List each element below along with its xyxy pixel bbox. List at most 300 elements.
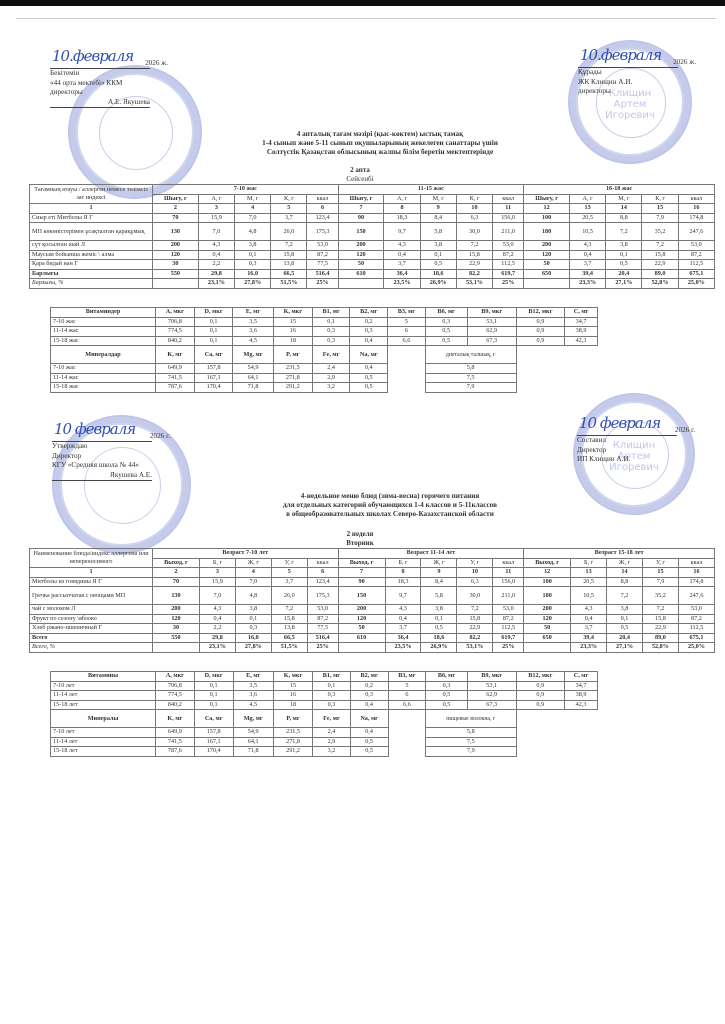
cell-value: 15,8 bbox=[271, 614, 307, 624]
total-value: 36,4 bbox=[384, 269, 420, 279]
total-row bbox=[30, 269, 715, 279]
mineral-value: 170,4 bbox=[194, 383, 233, 393]
vitamin-value: 16 bbox=[273, 327, 312, 337]
cell-value: 7,2 bbox=[271, 605, 307, 615]
percent-value bbox=[524, 643, 571, 653]
cell-value: 0,4 bbox=[569, 250, 605, 260]
fiber-value: 5,8 bbox=[425, 364, 516, 374]
cell-value: 0,1 bbox=[421, 614, 457, 624]
table-row bbox=[30, 614, 715, 624]
total-row bbox=[30, 633, 715, 643]
cell-value: 120 bbox=[524, 614, 571, 624]
cell-value: 70 bbox=[153, 213, 199, 223]
column-header: ккал bbox=[678, 194, 714, 204]
vitamins-header: Витамины bbox=[51, 672, 156, 682]
cell-value: 7,9 bbox=[642, 213, 678, 223]
mineral-value: 167,1 bbox=[194, 737, 233, 747]
cell-value: 50 bbox=[338, 260, 384, 270]
cell-value: 4,3 bbox=[198, 241, 234, 251]
cell-value: 10,5 bbox=[569, 223, 605, 241]
approval-block-right-ru: 10 февраля 2026 г. Составил Директор ИП Клищин А.И. bbox=[577, 414, 695, 463]
percent-value: 25% bbox=[307, 279, 338, 289]
cell-value: 5,8 bbox=[421, 587, 457, 605]
percent-value: 23,5% bbox=[385, 643, 421, 653]
age-label: 7-10 жас bbox=[51, 364, 156, 374]
document-title-kz: 4 апталық тағам мәзірі (қыс-көктем) ыстық тамақ 1-4 сынып және 5-11 сынып оқушыларының жекелеген санаттары үшін Солтүстік Қазақстан облысының жалпы білім беретін мектептерінде bbox=[262, 130, 498, 156]
column-number: 4 bbox=[235, 568, 271, 578]
vitamin-column-header: C, мг bbox=[565, 672, 598, 682]
cell-value: 22,9 bbox=[456, 260, 492, 270]
cell-value: 3,8 bbox=[235, 241, 271, 251]
percent-value bbox=[153, 279, 199, 289]
mineral-column-header: K, мг bbox=[156, 710, 195, 728]
table-row bbox=[30, 223, 715, 241]
percent-value: 25,0% bbox=[678, 643, 714, 653]
column-header: Б, г bbox=[571, 558, 607, 568]
vitamin-value: 0,9 bbox=[516, 691, 565, 701]
vitamin-value: 0,4 bbox=[350, 700, 388, 710]
vitamin-value: 0,9 bbox=[516, 327, 564, 337]
vitamin-value: 0,2 bbox=[350, 681, 388, 691]
cell-value: 0,4 bbox=[198, 250, 234, 260]
cell-value: 0,1 bbox=[235, 250, 271, 260]
fiber-value: 7,5 bbox=[425, 373, 516, 383]
cell-value: 30,0 bbox=[457, 587, 493, 605]
mineral-value: 231,5 bbox=[273, 364, 312, 374]
cell-value: 20,5 bbox=[571, 577, 607, 587]
vitamin-column-header: B9, мкг bbox=[467, 308, 516, 318]
mineral-value: 167,1 bbox=[194, 373, 233, 383]
vitamin-value: 0,1 bbox=[312, 317, 349, 327]
vitamin-value: 16 bbox=[273, 691, 312, 701]
vitamin-value: 774,5 bbox=[156, 327, 195, 337]
cell-value: 22,9 bbox=[457, 624, 493, 634]
vitamin-column-header: B3, мг bbox=[388, 308, 425, 318]
column-header: ккал bbox=[493, 194, 524, 204]
column-header: Шығу, г bbox=[524, 194, 570, 204]
cell-value: 247,6 bbox=[678, 587, 714, 605]
dish-name: Фрукт по сезону \яблоко bbox=[30, 614, 153, 624]
minerals-header: Минералы bbox=[51, 710, 156, 728]
total-value: 89,0 bbox=[642, 633, 678, 643]
cell-value: 15,9 bbox=[198, 213, 234, 223]
table-row bbox=[30, 605, 715, 615]
column-number: 7 bbox=[338, 204, 384, 214]
percent-value: 51,5% bbox=[271, 643, 307, 653]
column-number: 2 bbox=[153, 204, 199, 214]
cell-value: 3,7 bbox=[385, 624, 421, 634]
total-value: 675,1 bbox=[678, 633, 714, 643]
stamp-right-ru: Клищин Артем Игоревич bbox=[573, 393, 695, 515]
vitamin-column-header: B9, мкг bbox=[467, 672, 516, 682]
column-number: 13 bbox=[569, 204, 605, 214]
vitamin-value: 42,3 bbox=[565, 700, 598, 710]
cell-value: 3,8 bbox=[607, 605, 643, 615]
vitamin-column-header: K, мкг bbox=[273, 672, 312, 682]
percent-value: 51,5% bbox=[271, 279, 307, 289]
percent-value: 25% bbox=[493, 279, 524, 289]
cell-value: 0,5 bbox=[606, 260, 642, 270]
vitamin-value: 0,1 bbox=[194, 327, 233, 337]
cell-value: 7,2 bbox=[607, 587, 643, 605]
vitamins-minerals-table-kz bbox=[50, 307, 598, 393]
total-value: 18,6 bbox=[421, 633, 457, 643]
table-row bbox=[30, 250, 715, 260]
cell-value: 3,7 bbox=[384, 260, 420, 270]
mineral-value: 291,2 bbox=[273, 383, 312, 393]
mineral-value: 2,9 bbox=[312, 373, 349, 383]
vitamin-value: 3,6 bbox=[233, 691, 273, 701]
mineral-column-header: K, мг bbox=[156, 346, 195, 364]
cell-value: 3,8 bbox=[235, 605, 271, 615]
vitamin-value: 0,1 bbox=[313, 681, 350, 691]
vitamin-value: 0,5 bbox=[426, 700, 468, 710]
cell-value: 87,2 bbox=[493, 250, 524, 260]
vitamin-column-header: A, мкг bbox=[156, 308, 195, 318]
cell-value: 4,3 bbox=[199, 605, 235, 615]
column-number: 9 bbox=[421, 568, 457, 578]
vitamin-value: 0,1 bbox=[194, 700, 233, 710]
cell-value: 156,0 bbox=[493, 577, 524, 587]
vitamin-value: 34,7 bbox=[565, 317, 598, 327]
vitamin-row bbox=[51, 691, 598, 701]
signature-date: 10 февраля bbox=[579, 414, 661, 432]
vitamin-column-header: B12, мкг bbox=[516, 672, 565, 682]
cell-value: 22,9 bbox=[642, 260, 678, 270]
cell-value: 123,4 bbox=[307, 213, 338, 223]
table-row bbox=[30, 624, 715, 634]
vitamin-value: 34,7 bbox=[565, 681, 598, 691]
mineral-value: 649,9 bbox=[156, 728, 195, 738]
percent-value: 52,8% bbox=[642, 643, 678, 653]
vitamin-value: 4,5 bbox=[233, 700, 273, 710]
vitamin-value: 67,3 bbox=[467, 336, 516, 346]
mineral-value: 0,4 bbox=[350, 364, 388, 374]
day-label-kz: Сейсенбі bbox=[346, 175, 374, 183]
column-number: 1 bbox=[30, 204, 153, 214]
cell-value: 7,2 bbox=[271, 241, 307, 251]
vitamin-column-header: E, мг bbox=[233, 672, 273, 682]
vitamin-value: 3,5 bbox=[233, 681, 273, 691]
cell-value: 15,8 bbox=[457, 614, 493, 624]
cell-value: 30,0 bbox=[456, 223, 492, 241]
cell-value: 4,3 bbox=[571, 605, 607, 615]
cell-value: 3,8 bbox=[606, 241, 642, 251]
vitamin-value: 6 bbox=[388, 327, 425, 337]
total-value: 16,0 bbox=[235, 269, 271, 279]
column-header: Шығу, г bbox=[153, 194, 199, 204]
percent-value: 27,1% bbox=[606, 279, 642, 289]
cell-value: 15,8 bbox=[456, 250, 492, 260]
vitamin-value: 0,9 bbox=[516, 336, 564, 346]
cell-value: 174,8 bbox=[678, 577, 714, 587]
column-number: 16 bbox=[678, 204, 714, 214]
cell-value: 200 bbox=[153, 605, 200, 615]
cell-value: 26,0 bbox=[271, 587, 307, 605]
column-header: ккал bbox=[493, 558, 524, 568]
column-header: М, г bbox=[606, 194, 642, 204]
column-number: 4 bbox=[235, 204, 271, 214]
cell-value: 8,4 bbox=[421, 577, 457, 587]
column-header: К, г bbox=[456, 194, 492, 204]
week-label-ru: 2 неделя bbox=[346, 530, 374, 538]
table-row bbox=[30, 577, 715, 587]
cell-value: 0,5 bbox=[420, 260, 456, 270]
mineral-column-header: Mg, мг bbox=[233, 346, 273, 364]
cell-value: 20,5 bbox=[569, 213, 605, 223]
cell-value: 120 bbox=[153, 614, 200, 624]
vitamin-value: 0,9 bbox=[516, 317, 564, 327]
cell-value: 15,9 bbox=[199, 577, 235, 587]
mineral-column-header: P, мг bbox=[273, 710, 312, 728]
cell-value: 3,7 bbox=[271, 577, 307, 587]
cell-value: 77,5 bbox=[307, 260, 338, 270]
mineral-value: 2,4 bbox=[313, 728, 350, 738]
column-header: Ж, г bbox=[607, 558, 643, 568]
cell-value: 70 bbox=[153, 577, 200, 587]
fiber-value: 7,5 bbox=[426, 737, 516, 747]
mineral-column-header: Na, мг bbox=[350, 346, 388, 364]
cell-value: 200 bbox=[524, 605, 571, 615]
percent-value: 25% bbox=[493, 643, 524, 653]
cell-value: 8,4 bbox=[420, 213, 456, 223]
vitamin-value: 0,9 bbox=[516, 700, 565, 710]
total-value: 66,5 bbox=[271, 633, 307, 643]
cell-value: 87,2 bbox=[493, 614, 524, 624]
mineral-value: 157,8 bbox=[194, 364, 233, 374]
percent-value bbox=[153, 643, 200, 653]
table-row bbox=[30, 241, 715, 251]
cell-value: 0,3 bbox=[235, 624, 271, 634]
cell-value: 53,0 bbox=[678, 241, 714, 251]
percent-value bbox=[524, 279, 570, 289]
column-header: Выход, г bbox=[338, 558, 385, 568]
mineral-column-header: Ca, мг bbox=[194, 346, 233, 364]
mineral-value: 231,5 bbox=[273, 728, 312, 738]
cell-value: 9,7 bbox=[384, 223, 420, 241]
percent-value bbox=[338, 643, 385, 653]
percent-value: 27,8% bbox=[235, 643, 271, 653]
percent-label: Барлығы, % bbox=[30, 279, 153, 289]
vitamin-value: 840,2 bbox=[156, 336, 195, 346]
dish-name: МП көкөністерімен ұсақталған қарақұмық bbox=[30, 223, 153, 241]
total-value: 20,4 bbox=[606, 269, 642, 279]
vitamin-value: 0,5 bbox=[426, 691, 468, 701]
cell-value: 35,2 bbox=[642, 223, 678, 241]
cell-value: 30 bbox=[153, 260, 199, 270]
vitamin-value: 53,1 bbox=[467, 317, 516, 327]
vitamin-column-header: B6, мг bbox=[425, 308, 467, 318]
mineral-row bbox=[51, 383, 598, 393]
column-header: ккал bbox=[678, 558, 714, 568]
age-label: 11-14 жас bbox=[51, 373, 156, 383]
cell-value: 4,8 bbox=[235, 587, 271, 605]
mineral-column-header: Fe, мг bbox=[313, 710, 350, 728]
cell-value: 0,1 bbox=[420, 250, 456, 260]
cell-value: 120 bbox=[338, 614, 385, 624]
vitamin-value: 3,6 bbox=[233, 327, 273, 337]
age-label: 11-14 жас bbox=[51, 327, 156, 337]
cell-value: 53,0 bbox=[493, 241, 524, 251]
total-value: 610 bbox=[338, 633, 385, 643]
cell-value: 100 bbox=[524, 213, 570, 223]
mineral-value: 291,2 bbox=[273, 747, 312, 757]
column-number: 3 bbox=[199, 568, 235, 578]
column-header: М, г bbox=[235, 194, 271, 204]
total-value: 619,7 bbox=[493, 633, 524, 643]
cell-value: 4,3 bbox=[569, 241, 605, 251]
mineral-value: 64,1 bbox=[233, 373, 273, 383]
cell-value: 5,8 bbox=[420, 223, 456, 241]
vitamin-column-header: D, мкг bbox=[194, 308, 233, 318]
mineral-row bbox=[51, 737, 598, 747]
vitamin-row bbox=[51, 336, 598, 346]
vitamin-column-header: B12, мкг bbox=[516, 308, 564, 318]
dish-name: Маусым бойынша жеміс \ алма bbox=[30, 250, 153, 260]
column-header: Ж, г bbox=[235, 558, 271, 568]
vitamin-value: 67,3 bbox=[467, 700, 516, 710]
column-number: 5 bbox=[271, 204, 307, 214]
column-number: 11 bbox=[493, 568, 524, 578]
approval-block-left-ru: 10 февраля 2026 г. Утверждаю Директор КГУ «Средняя школа № 44» Якушева А.Е. bbox=[52, 420, 170, 479]
cell-value: 0,4 bbox=[384, 250, 420, 260]
dish-name: Сиыр еті Митболы Я Г bbox=[30, 213, 153, 223]
cell-value: 4,3 bbox=[385, 605, 421, 615]
cell-value: 0,5 bbox=[421, 624, 457, 634]
cell-value: 120 bbox=[338, 250, 384, 260]
cell-value: 35,2 bbox=[642, 587, 678, 605]
column-number: 3 bbox=[198, 204, 234, 214]
percent-value: 23,5% bbox=[384, 279, 420, 289]
cell-value: 247,6 bbox=[678, 223, 714, 241]
column-header: ккал bbox=[307, 194, 338, 204]
approval-block-left-kz: 10.февраля 2026 ж. Бекітемін «44 орта мектебі» ККМ директоры А.Е. Якушева bbox=[50, 47, 168, 106]
cell-value: 3,8 bbox=[421, 605, 457, 615]
vitamin-value: 0,1 bbox=[194, 691, 233, 701]
cell-value: 8,8 bbox=[607, 577, 643, 587]
column-number: 5 bbox=[271, 568, 307, 578]
mineral-value: 0,5 bbox=[350, 383, 388, 393]
vitamins-minerals-table-ru bbox=[50, 671, 598, 757]
vitamin-value: 706,8 bbox=[156, 317, 195, 327]
vitamin-column-header: B2, мг bbox=[350, 308, 388, 318]
vitamin-row bbox=[51, 700, 598, 710]
vitamin-column-header: A, мкг bbox=[156, 672, 195, 682]
column-number: 7 bbox=[338, 568, 385, 578]
percent-label: Всего, % bbox=[30, 643, 153, 653]
mineral-value: 0,5 bbox=[350, 373, 388, 383]
cell-value: 130 bbox=[153, 587, 200, 605]
age-group-header: 16-18 жас bbox=[524, 185, 715, 195]
mineral-row bbox=[51, 747, 598, 757]
cell-value: 2,2 bbox=[198, 260, 234, 270]
total-value: 18,6 bbox=[420, 269, 456, 279]
cell-value: 4,8 bbox=[235, 223, 271, 241]
column-number: 13 bbox=[571, 568, 607, 578]
week-label-kz: 2 апта bbox=[350, 166, 370, 174]
total-value: 675,1 bbox=[678, 269, 714, 279]
mineral-value: 170,4 bbox=[194, 747, 233, 757]
cell-value: 13,8 bbox=[271, 624, 307, 634]
cell-value: 0,3 bbox=[235, 260, 271, 270]
total-value: 516,4 bbox=[307, 633, 338, 643]
percent-row bbox=[30, 643, 715, 653]
cell-value: 7,2 bbox=[456, 241, 492, 251]
cell-value: 4,3 bbox=[384, 241, 420, 251]
age-label: 11-14 лет bbox=[51, 691, 156, 701]
vitamin-value: 0,5 bbox=[425, 336, 467, 346]
cell-value: 7,2 bbox=[642, 605, 678, 615]
cell-value: 7,9 bbox=[642, 577, 678, 587]
cell-value: 7,2 bbox=[457, 605, 493, 615]
cell-value: 30 bbox=[153, 624, 200, 634]
column-header: ккал bbox=[307, 558, 338, 568]
column-number: 16 bbox=[678, 568, 714, 578]
cell-value: 53,0 bbox=[678, 605, 714, 615]
column-header: Ж, г bbox=[421, 558, 457, 568]
cell-value: 130 bbox=[153, 223, 199, 241]
column-number: 9 bbox=[420, 204, 456, 214]
vitamin-value: 0,3 bbox=[350, 327, 388, 337]
cell-value: 200 bbox=[153, 241, 199, 251]
total-value: 650 bbox=[524, 269, 570, 279]
percent-value: 23,3% bbox=[569, 279, 605, 289]
fiber-value: 7,9 bbox=[426, 747, 516, 757]
menu-table-kz bbox=[29, 184, 715, 289]
vitamin-value: 0,2 bbox=[350, 317, 388, 327]
age-group-header: 7-10 жас bbox=[153, 185, 339, 195]
cell-value: 53,0 bbox=[307, 241, 338, 251]
cell-value: 26,0 bbox=[271, 223, 307, 241]
mineral-value: 71,8 bbox=[233, 383, 273, 393]
column-number: 8 bbox=[385, 568, 421, 578]
signature-date: 10 февраля bbox=[54, 420, 136, 438]
dish-name: Митболы из говядины Я Г bbox=[30, 577, 153, 587]
dish-name: Гречка рассыпчатая с овощами МП bbox=[30, 587, 153, 605]
cell-value: 53,0 bbox=[307, 605, 338, 615]
cell-value: 174,8 bbox=[678, 213, 714, 223]
percent-value: 27,1% bbox=[607, 643, 643, 653]
vitamin-value: 0,1 bbox=[194, 681, 233, 691]
cell-value: 3,7 bbox=[571, 624, 607, 634]
mineral-row bbox=[51, 728, 598, 738]
cell-value: 0,1 bbox=[606, 250, 642, 260]
cell-value: 0,4 bbox=[571, 614, 607, 624]
column-number: 6 bbox=[307, 568, 338, 578]
dish-name: Қара бидай нан Г bbox=[30, 260, 153, 270]
mineral-value: 54,9 bbox=[233, 728, 273, 738]
vitamin-value: 0,3 bbox=[313, 691, 350, 701]
vitamin-column-header: K, мкг bbox=[273, 308, 312, 318]
cell-value: 100 bbox=[524, 577, 571, 587]
cell-value: 8,8 bbox=[606, 213, 642, 223]
column-header: М, г bbox=[420, 194, 456, 204]
percent-value: 25% bbox=[307, 643, 338, 653]
column-number: 11 bbox=[493, 204, 524, 214]
vitamin-value: 0,1 bbox=[194, 317, 233, 327]
vitamin-value: 42,3 bbox=[565, 336, 598, 346]
cell-value: 53,0 bbox=[493, 605, 524, 615]
cell-value: 123,4 bbox=[307, 577, 338, 587]
mineral-value: 0,4 bbox=[350, 728, 388, 738]
mineral-value: 64,1 bbox=[233, 737, 273, 747]
age-group-header: Возраст 11-14 лет bbox=[338, 549, 524, 559]
scan-top-line bbox=[16, 18, 716, 19]
percent-value: 53,1% bbox=[457, 643, 493, 653]
total-value: 516,4 bbox=[307, 269, 338, 279]
mineral-column-header: Mg, мг bbox=[233, 710, 273, 728]
cell-value: 200 bbox=[338, 605, 385, 615]
